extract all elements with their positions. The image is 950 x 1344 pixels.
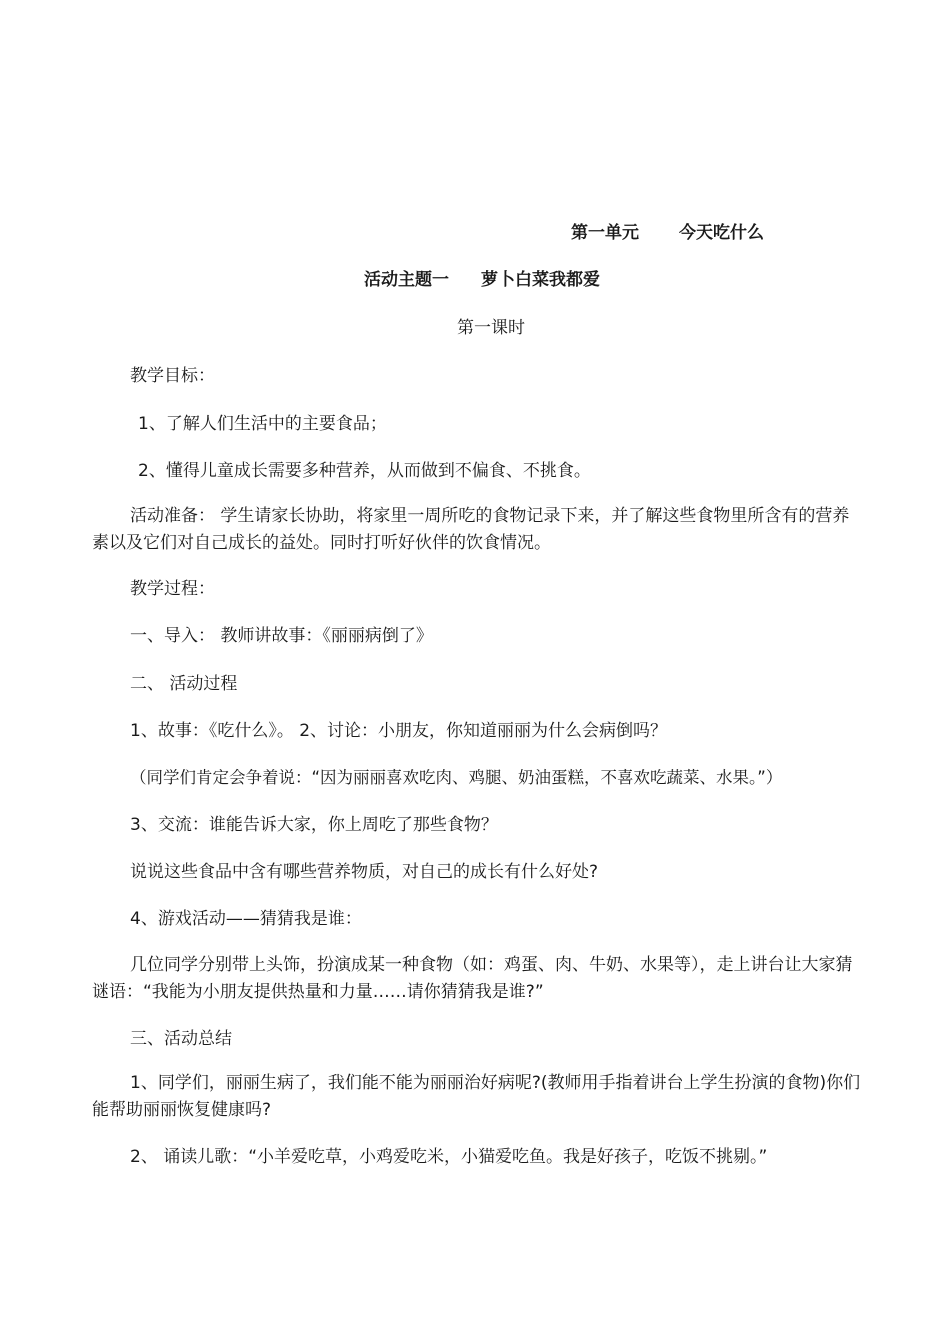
lesson-title: 第一课时 bbox=[457, 318, 525, 338]
activity-item-3-follow: 说说这些食品中含有哪些营养物质，对自己的成长有什么好处? bbox=[130, 862, 599, 882]
step-intro: 一、导入： 教师讲故事：《丽丽病倒了》 bbox=[130, 626, 433, 646]
process-heading: 教学过程： bbox=[130, 579, 215, 599]
activity-item-4: 4、游戏活动——猜猜我是谁： bbox=[130, 909, 362, 929]
summary-item-1: 1、同学们，丽丽生病了，我们能不能为丽丽治好病呢?(教师用手指着讲台上学生扮演的食物)你们能帮助丽丽恢复健康吗? bbox=[92, 1073, 861, 1120]
goal-item-1: 1、了解人们生活中的主要食品； bbox=[138, 414, 387, 434]
step-activity: 二、 活动过程 bbox=[130, 674, 238, 694]
unit-title-name: 今天吃什么 bbox=[679, 223, 764, 243]
unit-title bbox=[571, 220, 764, 246]
summary-item-2: 2、 诵读儿歌：“小羊爱吃草，小鸡爱吃米，小猫爱吃鱼。我是好孩子，吃饭不挑剔。” bbox=[130, 1147, 768, 1167]
expected-answer: （同学们肯定会争着说：“因为丽丽喜欢吃肉、鸡腿、奶油蛋糕，不喜欢吃蔬菜、水果。”） bbox=[130, 768, 783, 787]
activity-item-1: 1、故事：《吃什么》。 2、讨论：小朋友，你知道丽丽为什么会病倒吗？ bbox=[130, 721, 668, 741]
activity-item-3: 3、交流：谁能告诉大家，你上周吃了那些食物？ bbox=[130, 815, 498, 835]
step-summary: 三、活动总结 bbox=[130, 1029, 232, 1049]
game-description: 几位同学分别带上头饰，扮演成某一种食物（如：鸡蛋、肉、牛奶、水果等），走上讲台让大家猜谜语：“我能为小朋友提供热量和力量……请你猜猜我是谁?” bbox=[92, 955, 853, 1002]
goal-item-2: 2、懂得儿童成长需要多种营养，从而做到不偏食、不挑食。 bbox=[138, 461, 591, 481]
unit-title-number: 第一单元 bbox=[571, 223, 639, 243]
theme-title-number: 活动主题一 bbox=[364, 270, 449, 290]
goals-heading: 教学目标： bbox=[130, 366, 215, 386]
preparation-paragraph: 活动准备： 学生请家长协助，将家里一周所吃的食物记录下来，并了解这些食物里所含有的营养素以及它们对自己成长的益处。同时打听好伙伴的饮食情况。 bbox=[92, 506, 850, 553]
theme-title bbox=[364, 267, 600, 293]
theme-title-name: 萝卜白菜我都爱 bbox=[481, 270, 600, 290]
